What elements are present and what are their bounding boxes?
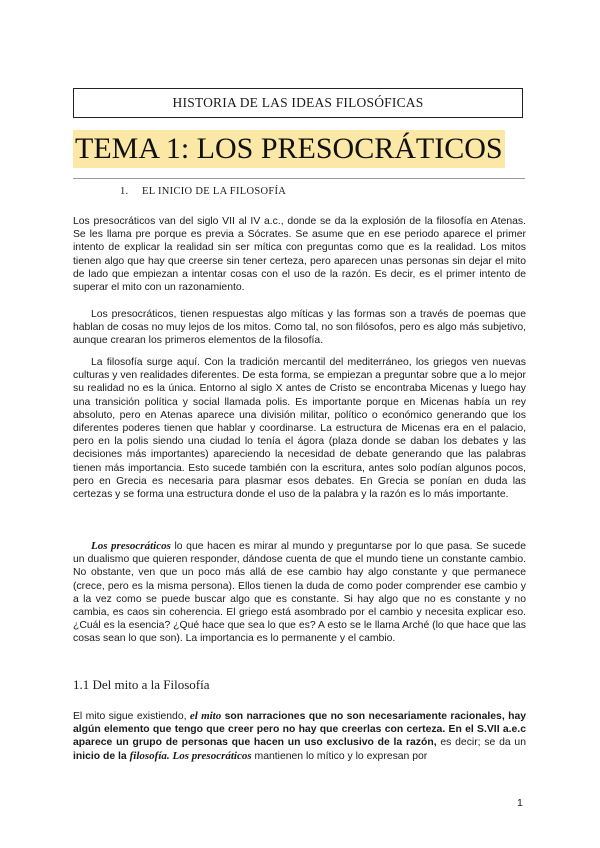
section-number: 1.: [120, 186, 129, 197]
section-title: EL INICIO DE LA FILOSOFÍA: [142, 186, 287, 197]
section-heading: [120, 186, 286, 197]
course-title: HISTORIA DE LAS IDEAS FILOSÓFICAS: [172, 95, 424, 110]
paragraph-5-text: es decir; se da un: [436, 737, 526, 749]
bold-inicio: inicio de la: [73, 750, 127, 762]
page-number: 1: [517, 797, 523, 809]
paragraph-5-text: El mito sigue existiendo,: [73, 711, 190, 722]
emphasis-filosofia: filosofía.: [129, 749, 170, 762]
bold-definition: son narraciones que no son necesariamente racionales, hay algún elemento que tengo que creer pero no hay que creerlas con certeza. En el S.VII a.e.c aparece un grupo de personas que hacen un uso exclusivo de la razón,: [73, 711, 526, 749]
paragraph-4-text: lo que hacen es mirar al mundo y preguntarse por lo que pasa. Se sucede un dualismo que quieren responder, dándose cuenta de que el mundo tiene un constante cambio. No obstante, ven que un poco más allá de ese cambio hay algo constante y que permanece (crece, pero es la misma persona). Ellos tienen la duda de como poder comprender ese cambio y a la vez como se puede buscar algo que es constante. Si hay algo que no es constante y no cambia, es caos sin coherencia. El griego está asombrado por el cambio y necesita explicar eso. ¿Cuál es la esencia? ¿Qué hace que sea lo que es? A esto se le llama Arché (lo que hace que las cosas sean lo que son). La importancia es lo permanente y el cambio.: [73, 541, 526, 645]
paragraph-3: La filosofía surge aquí. Con la tradición mercantil del mediterráneo, los griegos ven nuevas culturas y ven realidades diferentes. De esta forma, se empiezan a preguntar sobre que a lo mejor su realidad no es la única. Entorno al siglo X antes de Cristo se encontraba Micenas y luego hay una transición política y social llamada polis. Es importante porque en Micenas había un rey absoluto, pero en Atenas aparece una división militar, político o económico generando que los diferentes poderes tienen que hablar y coordinarse. La estructura de Micenas era en el palacio, pero en la polis siendo una ciudad lo tenía el ágora (plaza donde se daban los debates y las decisiones más importantes) apareciendo la necesidad de debate generando que las palabras tienen más importancia. Esto sucede también con la escritura, antes solo podían algunos pocos, pero en Grecia es necesaria para plasmar esos debates. En Grecia se ponían en duda las certezas y se forma una estructura donde el uso de la palabra y la razón es lo más importante.: [73, 357, 526, 501]
course-title-box: [73, 88, 523, 118]
title-divider: [73, 178, 525, 179]
paragraph-1: Los presocráticos van del siglo VII al IV a.c., donde se da la explosión de la filosofía en Atenas. Se les llama pre porque es previa a Sócrates. Se asume que en ese periodo aparece el primer intento de explicar la realidad sin ser mítica con preguntas como que es la realidad. Los mitos tienen algo que hay que creerse sin tener certeza, pero aparecen unas personas sin dejar el mito de lado que empiezan a intentar cosas con el uso de la razón. Es decir, es el primer intento de superar el mito con un razonamiento.: [73, 216, 526, 294]
paragraph-5: [73, 710, 526, 763]
paragraph-2: Los presocráticos, tienen respuestas algo míticas y las formas son a través de poemas que hablan de cosas no muy lejos de los mitos. Como tal, no son filósofos, pero es algo más subjetivo, aunque crearan los primeros elementos de la filosofía.: [73, 309, 526, 347]
paragraph-4: [73, 540, 526, 646]
topic-title: TEMA 1: LOS PRESOCRÁTICOS: [73, 130, 505, 168]
emphasis-presocraticos: Los presocráticos: [91, 540, 171, 552]
paragraph-5-text: mantienen lo mítico y lo expresan por: [251, 750, 428, 762]
emphasis-presocraticos: Los presocráticos: [172, 749, 252, 762]
emphasis-el-mito: el mito: [189, 710, 222, 722]
subsection-heading: 1.1 Del mito a la Filosofía: [73, 677, 210, 692]
